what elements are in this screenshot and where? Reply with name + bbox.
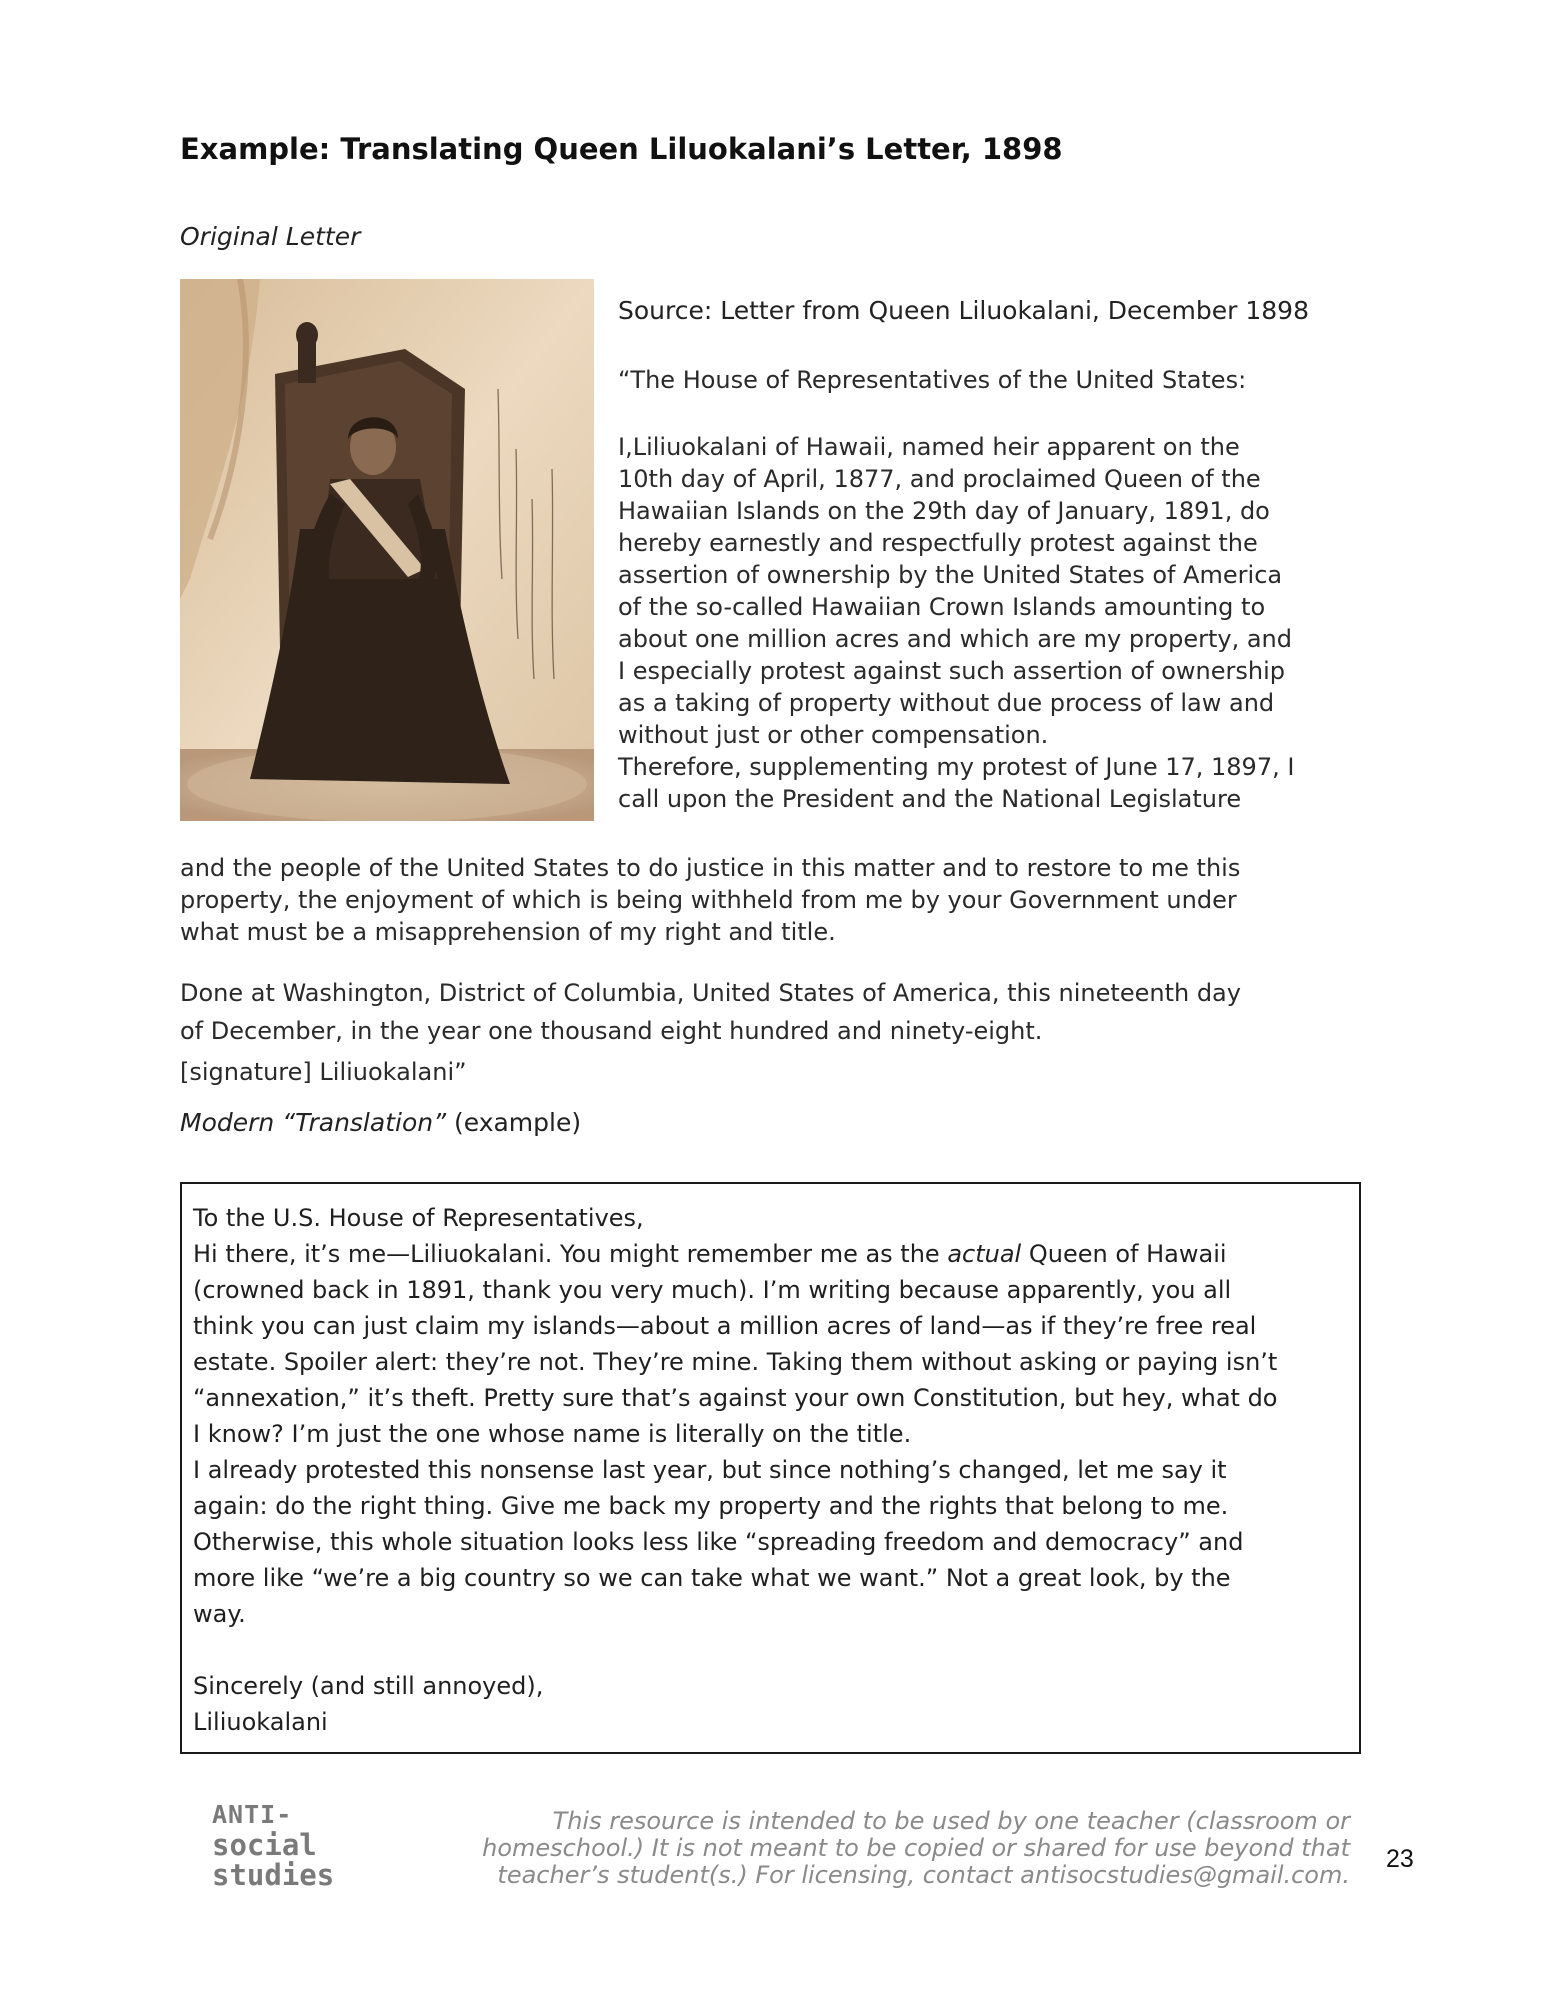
letter-paragraph-1 xyxy=(618,431,1358,815)
translation-closing: Sincerely (and still annoyed), xyxy=(193,1672,544,1700)
modern-label-italic: Modern “Translation” xyxy=(180,1108,447,1137)
logo-line: ANTI- xyxy=(212,1800,293,1829)
translation-line: again: do the right thing. Give me back my property and the rights that belong to me. xyxy=(193,1492,1229,1520)
translation-fragment: Queen of Hawaii xyxy=(1021,1240,1227,1268)
translation-text xyxy=(193,1200,1363,1740)
modern-translation-label xyxy=(180,1108,581,1137)
translation-line: more like “we’re a big country so we can take what we want.” Not a great look, by the xyxy=(193,1564,1231,1592)
modern-label-plain: (example) xyxy=(446,1108,582,1137)
letter-signature: [signature] Liliuokalani” xyxy=(180,1058,467,1086)
translation-fragment: Hi there, it’s me—Liliuokalani. You might remember me as the xyxy=(193,1240,948,1268)
translation-signoff: Liliuokalani xyxy=(193,1708,328,1736)
letter-line: hereby earnestly and respectfully protest against the xyxy=(618,529,1258,557)
anti-social-studies-logo xyxy=(212,1800,334,1890)
translation-line: think you can just claim my islands—about a million acres of land—as if they’re free real xyxy=(193,1312,1257,1340)
logo-line: social xyxy=(212,1828,317,1862)
letter-line: I,Liliuokalani of Hawaii, named heir apparent on the xyxy=(618,433,1240,461)
letter-line: of the so-called Hawaiian Crown Islands amounting to xyxy=(618,593,1266,621)
letter-line: Hawaiian Islands on the 29th day of January, 1891, do xyxy=(618,497,1270,525)
translation-line: way. xyxy=(193,1600,246,1628)
letter-line: of December, in the year one thousand eight hundred and ninety-eight. xyxy=(180,1017,1043,1045)
page-number: 23 xyxy=(1386,1845,1414,1873)
letter-salutation: “The House of Representatives of the United States: xyxy=(618,366,1247,394)
notice-line: This resource is intended to be used by one teacher (classroom or xyxy=(552,1807,1350,1835)
translation-line: (crowned back in 1891, thank you very much). I’m writing because apparently, you all xyxy=(193,1276,1232,1304)
translation-emphasis: actual xyxy=(947,1240,1022,1268)
letter-line: call upon the President and the National Legislature xyxy=(618,785,1242,813)
spacer xyxy=(193,1632,1363,1668)
letter-line: property, the enjoyment of which is being withheld from me by your Government under xyxy=(180,886,1237,914)
translation-line: estate. Spoiler alert: they’re not. They’re mine. Taking them without asking or paying isn’t xyxy=(193,1348,1278,1376)
letter-line: what must be a misapprehension of my right and title. xyxy=(180,918,836,946)
notice-line: teacher’s student(s.) For licensing, contact antisocstudies@gmail.com. xyxy=(497,1861,1350,1889)
letter-line: assertion of ownership by the United States of America xyxy=(618,561,1283,589)
translation-line: I already protested this nonsense last year, but since nothing’s changed, let me say it xyxy=(193,1456,1227,1484)
letter-line: without just or other compensation. xyxy=(618,721,1049,749)
translation-line: “annexation,” it’s theft. Pretty sure that’s against your own Constitution, but hey, what do xyxy=(193,1384,1278,1412)
letter-line: Done at Washington, District of Columbia, United States of America, this nineteenth day xyxy=(180,979,1241,1007)
translation-line: I know? I’m just the one whose name is literally on the title. xyxy=(193,1420,912,1448)
notice-line: homeschool.) It is not meant to be copied or shared for use beyond that xyxy=(482,1834,1350,1862)
translation-line: To the U.S. House of Representatives, xyxy=(193,1204,644,1232)
queen-portrait-photo xyxy=(180,279,594,821)
letter-line: Therefore, supplementing my protest of June 17, 1897, I xyxy=(618,753,1295,781)
source-citation: Source: Letter from Queen Liluokalani, December 1898 xyxy=(618,296,1309,325)
translation-line xyxy=(193,1236,1363,1272)
letter-paragraph-2 xyxy=(180,852,1370,948)
letter-done-at xyxy=(180,974,1241,1050)
letter-line: I especially protest against such assertion of ownership xyxy=(618,657,1285,685)
original-letter-label: Original Letter xyxy=(180,222,361,251)
letter-line: as a taking of property without due process of law and xyxy=(618,689,1275,717)
letter-line: 10th day of April, 1877, and proclaimed Queen of the xyxy=(618,465,1261,493)
logo-line: studies xyxy=(212,1858,335,1892)
translation-line: Otherwise, this whole situation looks less like “spreading freedom and democracy” and xyxy=(193,1528,1244,1556)
page-title: Example: Translating Queen Liluokalani’s Letter, 1898 xyxy=(180,132,1063,166)
letter-line: and the people of the United States to do justice in this matter and to restore to me this xyxy=(180,854,1241,882)
letter-line: about one million acres and which are my property, and xyxy=(618,625,1293,653)
license-notice xyxy=(420,1808,1350,1889)
